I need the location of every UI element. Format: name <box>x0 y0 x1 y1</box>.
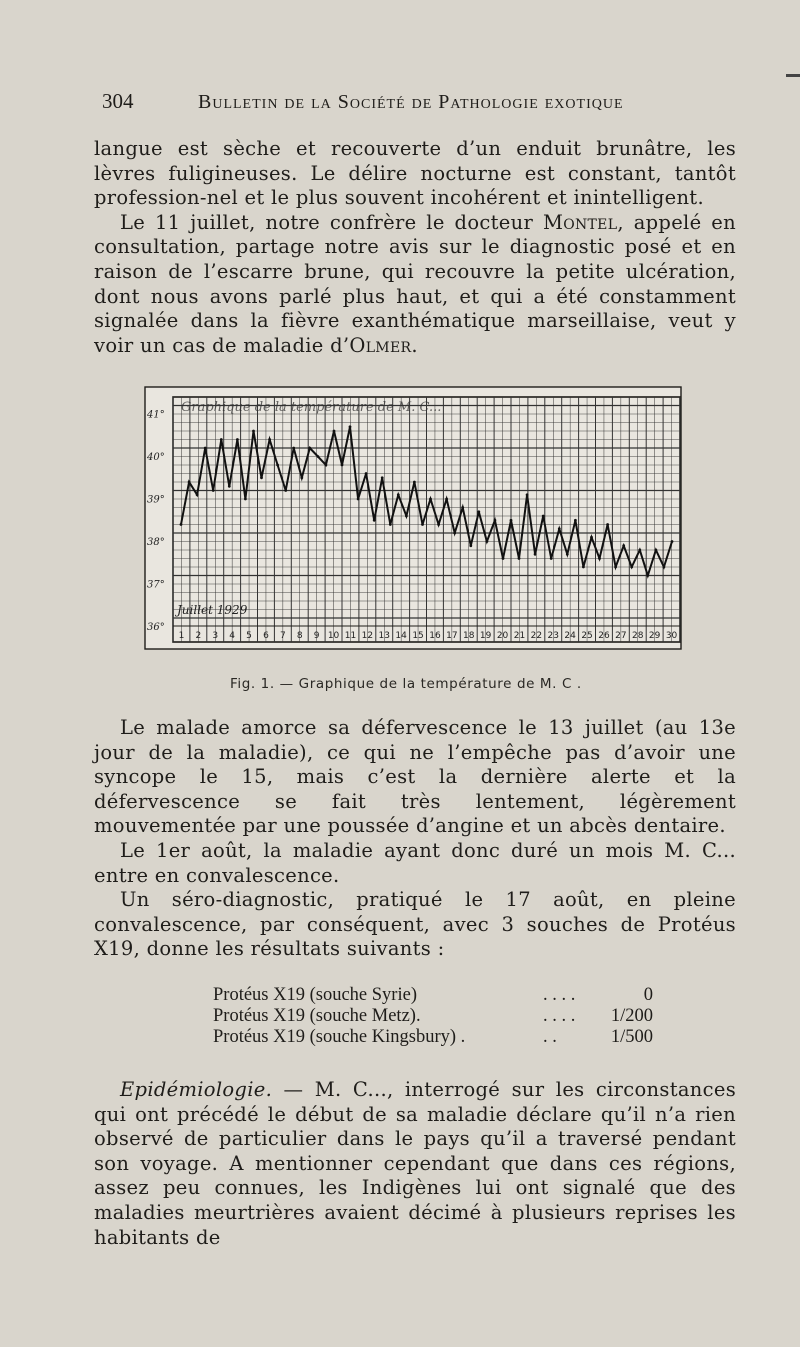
temperature-point <box>212 489 215 492</box>
paragraph-6-text: — M. C..., interrogé sur les circonstances qui ont précédé le début de sa maladie déclare qu’il n’a rien observé de particulier dans le pays qu’il a traversé pendant son voyage. A mentionner cependant que dans ces régions, assez peu connues, les Indigènes lui ont signalé que des maladies meurtrières avaient décimé à plusieurs reprises les habitants de <box>94 1078 736 1249</box>
temperature-point <box>300 476 303 479</box>
temperature-point <box>663 566 666 569</box>
x-tick-label: 17 <box>446 631 458 641</box>
result-row <box>213 1006 673 1027</box>
x-tick-label: 3 <box>212 631 219 641</box>
result-name: Protéus X19 (souche Syrie) <box>213 985 417 1005</box>
paragraph-1: langue est sèche et recouverte d’un enduit brunâtre, les lèvres fuligineuses. Le délire nocturne est constant, tantôt profession-nel et le plus souvent incohérent et inintelligent. <box>94 137 736 210</box>
temperature-point <box>646 574 649 577</box>
x-tick-label: 23 <box>547 631 559 641</box>
temperature-point <box>236 438 239 441</box>
x-tick-label: 5 <box>246 631 252 641</box>
result-dots: . . <box>543 1027 557 1047</box>
temperature-point <box>671 540 674 543</box>
x-tick-label: 29 <box>648 631 661 641</box>
temperature-chart <box>143 385 683 653</box>
name-olmer: Olmer <box>349 333 412 357</box>
temperature-point <box>437 523 440 526</box>
temperature-point <box>349 425 352 428</box>
text-block-top <box>94 137 736 358</box>
temperature-point <box>405 515 408 518</box>
paragraph-3: Le malade amorce sa défervescence le 13 juillet (au 13e jour de la maladie), ce qui ne l’empêche pas d’avoir une syncope le 15, mais c’est la dernière alerte et la défervescence se fait très lentement, légèrement mouvementée par une poussée d’angine et un abcès dentaire. <box>94 716 736 838</box>
temperature-point <box>486 540 489 543</box>
temperature-point <box>292 447 295 450</box>
x-tick-label: 2 <box>195 631 202 641</box>
x-tick-label: 4 <box>229 631 236 641</box>
y-tick-label: 39° <box>147 494 165 506</box>
temperature-point <box>566 553 569 556</box>
temperature-point <box>180 523 183 526</box>
temperature-point <box>268 438 271 441</box>
x-tick-label: 20 <box>496 631 509 641</box>
x-tick-label: 21 <box>513 631 526 641</box>
x-tick-label: 22 <box>530 631 543 641</box>
temperature-point <box>445 498 448 501</box>
temperature-point <box>397 493 400 496</box>
p2-end: . <box>411 333 418 357</box>
temperature-point <box>284 489 287 492</box>
y-tick-label: 37° <box>147 579 165 591</box>
x-tick-label: 28 <box>632 631 644 641</box>
temperature-point <box>365 472 368 475</box>
temperature-point <box>655 549 658 552</box>
text-block-bottom <box>94 1078 736 1250</box>
x-tick-label: 19 <box>479 631 492 641</box>
temperature-point <box>574 519 577 522</box>
x-tick-label: 11 <box>344 631 357 641</box>
temperature-point <box>461 506 464 509</box>
x-tick-label: 18 <box>463 631 475 641</box>
result-value: 1/200 <box>610 1006 653 1026</box>
x-tick-label: 27 <box>615 631 627 641</box>
temperature-point <box>638 549 641 552</box>
x-tick-label: 15 <box>412 631 424 641</box>
temperature-point <box>260 476 263 479</box>
temperature-point <box>518 557 521 560</box>
result-row <box>213 1027 673 1048</box>
name-montel: Montel <box>542 210 618 234</box>
temperature-point <box>244 498 247 501</box>
x-tick-label: 6 <box>263 631 269 641</box>
x-tick-label: 30 <box>665 631 678 641</box>
x-tick-label: 10 <box>327 631 340 641</box>
x-tick-label: 14 <box>395 631 407 641</box>
temperature-point <box>582 566 585 569</box>
temperature-point <box>196 493 199 496</box>
temperature-point <box>413 481 416 484</box>
x-tick-label: 26 <box>598 631 610 641</box>
temperature-point <box>558 527 561 530</box>
result-name: Protéus X19 (souche Metz). <box>213 1006 421 1026</box>
running-header <box>100 89 700 119</box>
temperature-point <box>630 566 633 569</box>
temperature-point <box>188 481 191 484</box>
result-dots: . . . . <box>543 985 576 1005</box>
temperature-point <box>317 455 320 458</box>
x-tick-label: 16 <box>429 631 441 641</box>
temperature-point <box>341 464 344 467</box>
paragraph-5: Un séro-diagnostic, pratiqué le 17 août, en pleine convalescence, par conséquent, avec 3 souches de Protéus X19, donne les résultats suivants : <box>94 888 736 961</box>
result-dots: . . . . <box>543 1006 576 1026</box>
temperature-point <box>606 523 609 526</box>
p2-mid: , appelé en consultation, partage notre avis sur le diagnostic posé et en raison de l’escarre brune, qui recouvre la petite ulcération, dont nous avons parlé plus haut, et qui a été constamment signalée dans la fièvre exanthématique marseillaise, veut y voir un cas de maladie d’ <box>94 210 736 357</box>
temperature-point <box>534 553 537 556</box>
temperature-point <box>526 493 529 496</box>
x-tick-label: 25 <box>581 631 593 641</box>
temperature-point <box>373 519 376 522</box>
temperature-point <box>276 464 279 467</box>
chart-title: Graphique de la température de M. C... <box>181 400 442 415</box>
temperature-point <box>542 515 545 518</box>
temperature-point <box>469 544 472 547</box>
paragraph-2 <box>94 211 736 359</box>
x-tick-label: 1 <box>178 631 185 641</box>
paragraph-6 <box>94 1078 736 1250</box>
temperature-point <box>453 532 456 535</box>
paragraph-4: Le 1er août, la maladie ayant donc duré un mois M. C... entre en convalescence. <box>94 838 736 887</box>
temperature-point <box>228 485 231 488</box>
result-value: 0 <box>643 985 653 1005</box>
x-tick-label: 9 <box>313 631 320 641</box>
temperature-point <box>429 498 432 501</box>
figure-caption: Fig. 1. — Graphique de la température de M. C . <box>230 676 582 692</box>
y-tick-label: 41° <box>147 409 165 421</box>
temperature-point <box>477 510 480 513</box>
x-tick-label: 24 <box>564 631 576 641</box>
temperature-point <box>622 544 625 547</box>
temperature-point <box>510 519 513 522</box>
temperature-point <box>421 523 424 526</box>
result-name: Protéus X19 (souche Kingsbury) . <box>213 1027 466 1047</box>
x-tick-label: 7 <box>279 631 286 641</box>
temperature-point <box>333 430 336 433</box>
temperature-point <box>308 447 311 450</box>
y-tick-label: 36° <box>147 622 165 633</box>
x-tick-label: 13 <box>378 631 390 641</box>
temperature-point <box>204 447 207 450</box>
result-value: 1/500 <box>610 1027 653 1047</box>
p2-start: Le 11 juillet, notre confrère le docteur <box>120 210 543 234</box>
text-block-middle <box>94 716 736 962</box>
temperature-point <box>598 557 601 560</box>
temperature-point <box>220 438 223 441</box>
x-tick-label: 12 <box>361 631 374 641</box>
temperature-point <box>325 464 328 467</box>
temperature-point <box>614 566 617 569</box>
temperature-chart-svg <box>143 385 683 653</box>
temperature-point <box>252 430 255 433</box>
journal-title: Bulletin de la Société de Pathologie exotique <box>198 91 624 113</box>
page-number: 304 <box>102 89 134 113</box>
temperature-point <box>389 523 392 526</box>
y-tick-label: 40° <box>147 452 165 463</box>
results-table <box>213 985 673 1048</box>
margin-mark <box>786 74 800 77</box>
month-label: Juillet 1929 <box>177 603 248 617</box>
temperature-point <box>550 557 553 560</box>
temperature-point <box>381 476 384 479</box>
temperature-point <box>357 498 360 501</box>
y-tick-label: 38° <box>147 537 165 548</box>
temperature-point <box>494 519 497 522</box>
section-heading: Epidémiologie. <box>120 1078 273 1101</box>
x-tick-label: 8 <box>296 631 303 641</box>
temperature-point <box>502 557 505 560</box>
result-row <box>213 985 673 1006</box>
temperature-point <box>590 536 593 539</box>
